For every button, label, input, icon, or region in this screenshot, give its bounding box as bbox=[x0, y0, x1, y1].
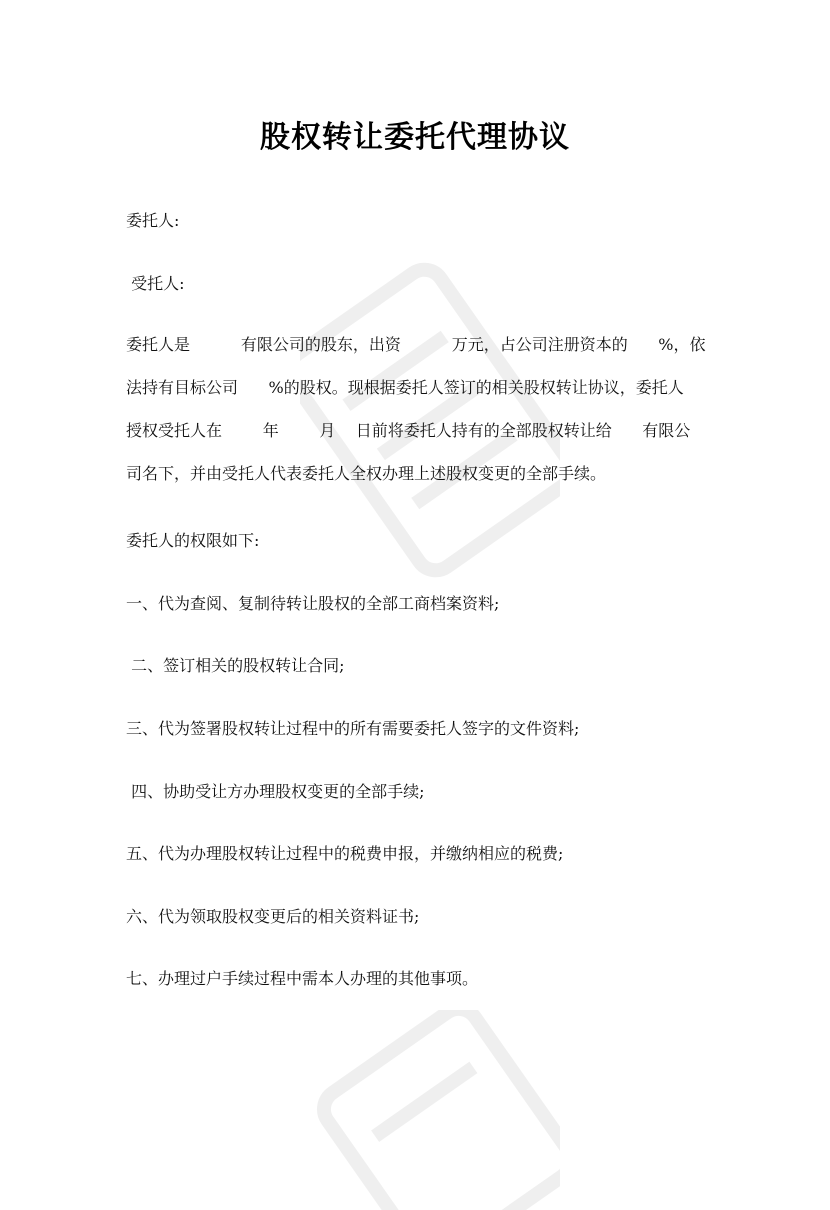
paragraph-line: 授权受托人在 年 月 日前将委托人持有的全部股权转让给 有限公 bbox=[126, 421, 691, 440]
paragraph-line: 法持有目标公司 %的股权。现根据委托人签订的相关股权转让协议，委托人 bbox=[126, 378, 684, 397]
paragraph-line: 司名下，并由受托人代表委托人全权办理上述股权变更的全部手续。 bbox=[126, 464, 607, 483]
watermark-icon bbox=[300, 1010, 560, 1210]
agreement-paragraph bbox=[126, 334, 706, 506]
trustee-label: 受托人: bbox=[126, 274, 185, 293]
power-item: 三、代为签署股权转让过程中的所有需要委托人签字的文件资料; bbox=[126, 719, 580, 738]
power-item: 二、签订相关的股权转让合同; bbox=[126, 656, 345, 675]
power-item: 五、代为办理股权转让过程中的税费申报，并缴纳相应的税费; bbox=[126, 844, 564, 863]
power-item: 七、办理过户手续过程中需本人办理的其他事项。 bbox=[126, 969, 479, 988]
power-item: 六、代为领取股权变更后的相关资料证书; bbox=[126, 907, 420, 926]
power-item: 一、代为查阅、复制待转让股权的全部工商档案资料; bbox=[126, 594, 500, 613]
paragraph-line: 委托人是 有限公司的股东，出资 万元，占公司注册资本的 %，依 bbox=[126, 335, 706, 354]
power-item: 四、协助受让方办理股权变更的全部手续; bbox=[126, 782, 425, 801]
entruster-label: 委托人: bbox=[126, 211, 180, 230]
document-title: 股权转让委托代理协议 bbox=[260, 120, 570, 155]
powers-intro: 委托人的权限如下: bbox=[126, 531, 260, 550]
